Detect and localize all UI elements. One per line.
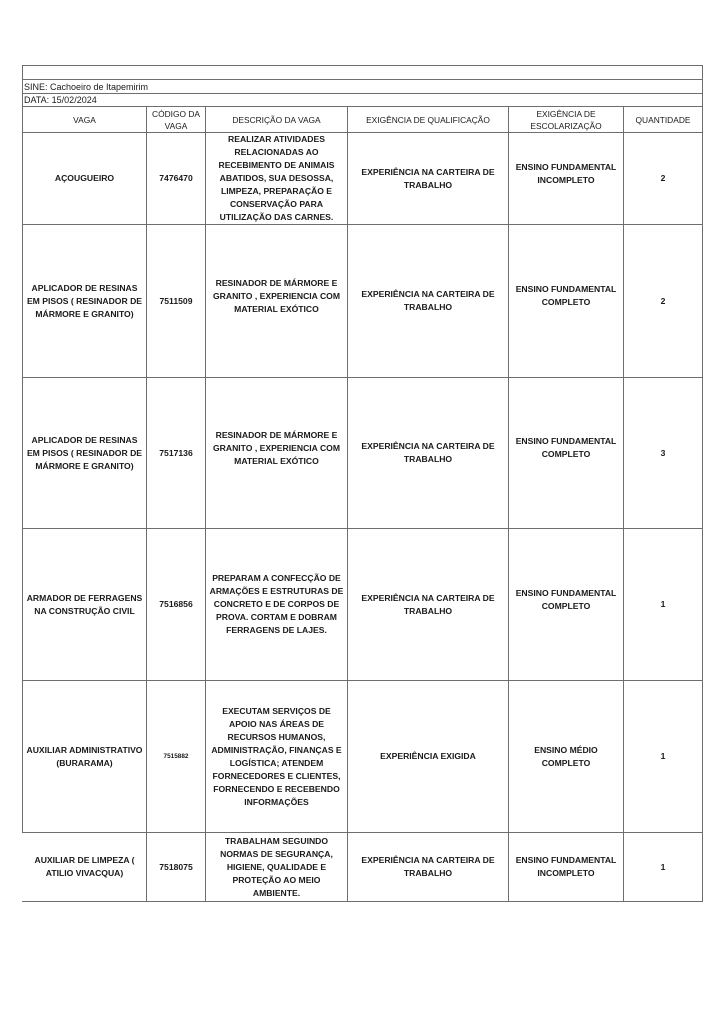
cell-quantidade: 2 — [624, 225, 703, 378]
cell-escolarizacao — [509, 529, 624, 681]
date-row — [23, 94, 703, 107]
cell-quantidade: 1 — [624, 681, 703, 833]
header-descricao: DESCRIÇÃO DA VAGA — [206, 107, 348, 133]
cell-descricao: REALIZAR ATIVIDADES RELACIONADAS AO RECEBIMENTO DE ANIMAIS ABATIDOS, SUA DESOSSA, LIMPEZA, PREPARAÇÃO E CONSERVAÇÃO PARA UTILIZAÇÃO DAS CARNES. — [206, 133, 348, 225]
cell-escolarizacao: ENSINO MÉDIO COMPLETO — [509, 681, 624, 833]
cell-qualificacao: EXPERIÊNCIA EXIGIDA — [348, 681, 509, 833]
cell-vaga: APLICADOR DE RESINAS EM PISOS ( RESINADOR DE MÁRMORE E GRANITO) — [23, 378, 147, 529]
cell-descricao: TRABALHAM SEGUINDO NORMAS DE SEGURANÇA, HIGIENE, QUALIDADE E PROTEÇÃO AO MEIO AMBIENTE. — [206, 833, 348, 902]
cell-vaga: ARMADOR DE FERRAGENS NA CONSTRUÇÃO CIVIL — [23, 529, 147, 681]
cell-qualificacao: EXPERIÊNCIA NA CARTEIRA DE TRABALHO — [348, 225, 509, 378]
table-row — [23, 529, 703, 681]
header-escolarizacao: EXIGÊNCIA DE ESCOLARIZAÇÃO — [509, 107, 624, 133]
table-row — [23, 833, 703, 902]
cell-codigo: 7517136 — [147, 378, 206, 529]
descricao-text: RESINADOR DE MÁRMORE E GRANITO , EXPERIENCIA COM MATERIAL EXÓTICO — [212, 277, 340, 314]
cell-codigo: 7518075 — [147, 833, 206, 902]
cell-quantidade: 2 — [624, 133, 703, 225]
sine-row — [23, 80, 703, 94]
header-qualificacao: EXIGÊNCIA DE QUALIFICAÇÃO — [348, 107, 509, 133]
cell-qualificacao: EXPERIÊNCIA NA CARTEIRA DE TRABALHO — [348, 133, 509, 225]
cell-codigo: 7516856 — [147, 529, 206, 681]
job-vacancies-sheet — [22, 65, 702, 902]
cell-descricao: EXECUTAM SERVIÇOS DE APOIO NAS ÁREAS DE RECURSOS HUMANOS, ADMINISTRAÇÃO, FINANÇAS E LOGÍSTICA; ATENDEM FORNECEDORES E CLIENTES, FORNECENDO E RECEBENDO INFORMAÇÕES — [206, 681, 348, 833]
table-row — [23, 225, 703, 378]
descricao-text: RESINADOR DE MÁRMORE E GRANITO , EXPERIENCIA COM MATERIAL EXÓTICO — [212, 429, 340, 466]
cell-vaga: APLICADOR DE RESINAS EM PISOS ( RESINADOR DE MÁRMORE E GRANITO) — [23, 225, 147, 378]
cell-vaga: AUXILIAR DE LIMPEZA ( ATILIO VIVACQUA) — [23, 833, 147, 902]
table-row — [23, 681, 703, 833]
cell-escolarizacao — [509, 225, 624, 378]
table-row — [23, 378, 703, 529]
cell-qualificacao: EXPERIÊNCIA NA CARTEIRA DE TRABALHO — [348, 378, 509, 529]
cell-qualificacao: EXPERIÊNCIA NA CARTEIRA DE TRABALHO — [348, 529, 509, 681]
sine-label: SINE: Cachoeiro de Itapemirim — [23, 80, 703, 94]
cell-quantidade: 3 — [624, 378, 703, 529]
blank-cell — [23, 66, 703, 80]
cell-quantidade: 1 — [624, 529, 703, 681]
blank-row — [23, 66, 703, 80]
date-label: DATA: 15/02/2024 — [23, 94, 703, 107]
cell-qualificacao: EXPERIÊNCIA NA CARTEIRA DE TRABALHO — [348, 833, 509, 902]
cell-descricao — [206, 225, 348, 378]
cell-escolarizacao: ENSINO FUNDAMENTAL INCOMPLETO — [509, 833, 624, 902]
header-quantidade: QUANTIDADE — [624, 107, 703, 133]
cell-descricao — [206, 378, 348, 529]
cell-codigo: 7515882 — [147, 681, 206, 833]
cell-escolarizacao — [509, 133, 624, 225]
escolarizacao-text: ENSINO FUNDAMENTAL COMPLETO — [515, 587, 617, 611]
escolarizacao-text: ENSINO FUNDAMENTAL COMPLETO — [515, 436, 617, 459]
cell-codigo: 7511509 — [147, 225, 206, 378]
cell-quantidade: 1 — [624, 833, 703, 902]
cell-vaga: AÇOUGUEIRO — [23, 133, 147, 225]
cell-escolarizacao — [509, 378, 624, 529]
table-row — [23, 133, 703, 225]
cell-codigo: 7476470 — [147, 133, 206, 225]
cell-vaga: AUXILIAR ADMINISTRATIVO (BURARAMA) — [23, 681, 147, 833]
header-codigo: CÓDIGO DA VAGA — [147, 107, 206, 133]
header-row — [23, 107, 703, 133]
escolarizacao-text: ENSINO FUNDAMENTAL INCOMPLETO — [515, 161, 617, 185]
escolarizacao-text: ENSINO FUNDAMENTAL COMPLETO — [515, 284, 617, 307]
cell-descricao: PREPARAM A CONFECÇÃO DE ARMAÇÕES E ESTRUTURAS DE CONCRETO E DE CORPOS DE PROVA. CORTAM E DOBRAM FERRAGENS DE LAJES. — [206, 529, 348, 681]
vacancies-table — [22, 65, 703, 902]
header-vaga: VAGA — [23, 107, 147, 133]
